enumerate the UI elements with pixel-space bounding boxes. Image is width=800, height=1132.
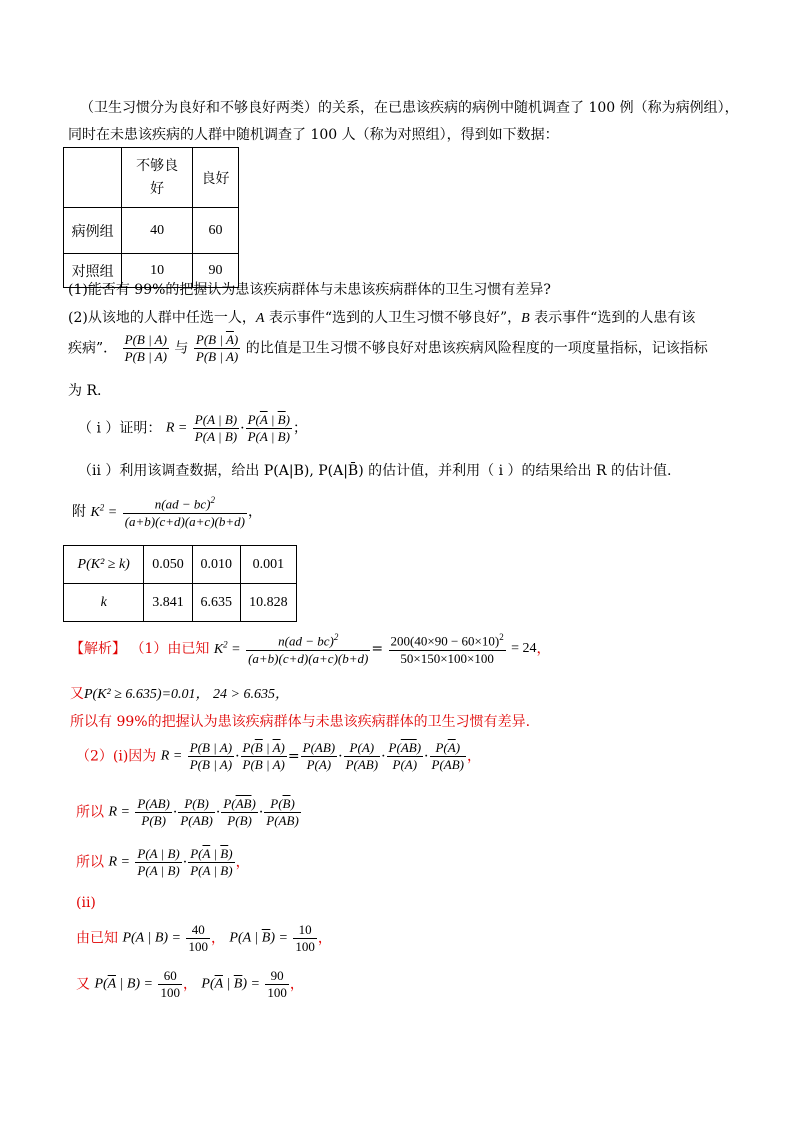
survey-table-header-not-good bbox=[122, 148, 193, 208]
question-2-line-3: 为 R. bbox=[68, 383, 102, 399]
q2-var-b: B bbox=[521, 311, 530, 326]
header-part-2: 好 bbox=[150, 180, 165, 197]
q2-text: 疾病”． bbox=[68, 340, 118, 357]
critical-table-cell: 0.050 bbox=[144, 546, 192, 584]
critical-table-label: P(K² ≥ k) bbox=[64, 546, 144, 584]
survey-table-row-label: 对照组 bbox=[64, 254, 122, 288]
solution-1-formula: 【解析】 （1）由已知 $K^2$ = $\frac{n(ad - bc)^2}{(a+b)(c+d)(a+c)(b+d)}$ = $\frac{200(40\times 90 - 60\times 10)^2}{50\times 150\times 100\times 100}$ = 24， bbox=[70, 632, 551, 666]
survey-table-header-good: 良好 bbox=[192, 148, 238, 208]
ratio-fraction-1: $\frac{P(B | A)}{P(\overline{B} | A)}$ bbox=[124, 332, 167, 365]
k2-symbol: $K^2$ = bbox=[90, 502, 118, 521]
header-part-1: 不够良 bbox=[136, 158, 179, 175]
solution-2i-line-2: 所以 R = $\frac{P(AB)}{P(B)}$ · $\frac{P(B)}{P(\overline{A}B)}$ · $\frac{P(\overline{AB})}{P(\overline{B})}$ · $\frac{P(\overline{B})}{P(A\overline{B})}$ bbox=[76, 796, 299, 829]
q2-text: 表示事件“选到的人患有该 bbox=[529, 310, 696, 326]
critical-table-cell: 6.635 bbox=[192, 584, 240, 622]
q2-text: 表示事件“选到的人卫生习惯不够良好”， bbox=[264, 310, 522, 326]
solution-tag: 【解析】 bbox=[70, 641, 126, 658]
proof-fraction-1: $\frac{P(A | B)}{P(\overline{A} | B)}$ bbox=[194, 412, 238, 445]
solution-2i-line-3: 所以 R = $\frac{P(A | B)}{P(\overline{A} | B)}$ · $\frac{P(\overline{A} | \overline{B})}{P(A | \overline{B})}$ ， bbox=[76, 846, 250, 879]
critical-table-cell: 3.841 bbox=[144, 584, 192, 622]
solution-1-conclusion: 所以有 99%的把握认为患该疾病群体与未患该疾病群体的卫生习惯有差异. bbox=[70, 714, 531, 730]
critical-table-label: k bbox=[64, 584, 144, 622]
survey-table-corner bbox=[64, 148, 122, 208]
survey-table bbox=[63, 147, 239, 288]
so-prefix: 所以 bbox=[76, 854, 104, 871]
survey-table-cell: 10 bbox=[122, 254, 193, 288]
question-1: (1)能否有 99%的把握认为患该疾病群体与未患该疾病群体的卫生习惯有差异? bbox=[68, 282, 551, 298]
q2-text: (2)从该地的人群中任选一人， bbox=[68, 310, 256, 326]
question-2-ii: （ii ）利用该调查数据，给出 P(A|B), P(A|B̄) 的估计值，并利用（ i ）的结果给出 R 的估计值. bbox=[78, 463, 672, 479]
question-2-line-1 bbox=[68, 310, 695, 328]
solution-2ii-label: (ii) bbox=[76, 895, 96, 911]
so-prefix: 所以 bbox=[76, 804, 104, 821]
solution-1-result: = 24 bbox=[511, 641, 537, 657]
critical-table-cell: 0.010 bbox=[192, 546, 240, 584]
again-prefix-2: 又 bbox=[76, 976, 90, 993]
qi-label: （ i ）证明： bbox=[78, 420, 162, 437]
solution-2i-line-1: （2）(i)因为 R = $\frac{P(B | A)}{P(\overline{B} | A)}$ · $\frac{P(\overline{B} | \overline{A})}{P(B | \overline{A})}$ = $\frac{P(AB)}{P(A)}$ · $\frac{P(A)}{P(A\overline{B})}$ · $\frac{P(\overline{AB})}{P(\overline{A})}$ · $\frac{P(\overline{A})}{P(\overline{A}B)}$ ， bbox=[76, 740, 482, 773]
appendix-label: 附 bbox=[72, 504, 86, 521]
critical-table-cell: 10.828 bbox=[240, 584, 296, 622]
survey-table-cell: 60 bbox=[192, 208, 238, 254]
survey-table-cell: 90 bbox=[192, 254, 238, 288]
solution-2ii-again: 又 $P(\overline{A}$ | B) = $\frac{60}{100}$ ， $P(\overline{A}$ | $\overline{B}$) = $\frac{90}{100}$ ， bbox=[76, 968, 304, 1001]
proof-fraction-2: $\frac{P(\overline{A} | \overline{B})}{P(A | \overline{B})}$ bbox=[247, 412, 290, 445]
solution-2-prefix: （2）(i)因为 bbox=[76, 748, 157, 765]
solution-2ii-known: 由已知 P(A | B) = $\frac{40}{100}$ ， P(A | $\overline{B}$) = $\frac{10}{100}$ ， bbox=[76, 922, 332, 955]
intro-line-1: （卫生习惯分为良好和不够良好两类）的关系，在已患该疾病的病例中随机调查了 100 例（称为病例组）， bbox=[80, 100, 739, 116]
compare-math: P(K² ≥ 6.635)=0.01， 24 > 6.635， bbox=[84, 687, 289, 702]
ratio-fraction-2: $\frac{P(B | \overline{A})}{P(\overline{B} | \overline{A})}$ bbox=[195, 332, 239, 365]
q2-var-a: A bbox=[255, 311, 265, 326]
solution-k2-value-fraction: $\frac{200(40\times 90 - 60\times 10)^2}{50\times 150\times 100\times 100}$ bbox=[390, 632, 504, 666]
survey-table-row-label: 病例组 bbox=[64, 208, 122, 254]
solution-1-compare bbox=[70, 686, 289, 704]
survey-table-cell: 40 bbox=[122, 208, 193, 254]
solution-1-prefix: （1）由已知 bbox=[130, 641, 210, 658]
intro-line-2: 同时在未患该疾病的人群中随机调查了 100 人（称为对照组），得到如下数据： bbox=[68, 127, 559, 143]
question-2-line-2 bbox=[68, 332, 708, 366]
q2-text: 与 bbox=[169, 340, 193, 357]
appendix-formula: 附 $K^2$ = $\frac{n(ad - bc)^2}{(a+b)(c+d)(a+c)(b+d)}$ ， bbox=[72, 495, 262, 529]
question-2-i: （ i ）证明： R = $\frac{P(A | B)}{P(\overline{A} | B)}$ · $\frac{P(\overline{A} | \overline{B})}{P(A | \overline{B})}$ ； bbox=[78, 412, 307, 445]
k2-fraction: $\frac{n(ad - bc)^2}{(a+b)(c+d)(a+c)(b+d)}$ bbox=[124, 495, 245, 529]
known-prefix: 由已知 bbox=[76, 930, 118, 947]
solution-k2-fraction: $\frac{n(ad - bc)^2}{(a+b)(c+d)(a+c)(b+d)}$ bbox=[248, 632, 369, 666]
critical-value-table bbox=[63, 545, 297, 622]
critical-table-cell: 0.001 bbox=[240, 546, 296, 584]
again-prefix: 又 bbox=[70, 686, 84, 702]
q2-text: 的比值是卫生习惯不够良好对患该疾病风险程度的一项度量指标，记该指标 bbox=[241, 340, 708, 357]
